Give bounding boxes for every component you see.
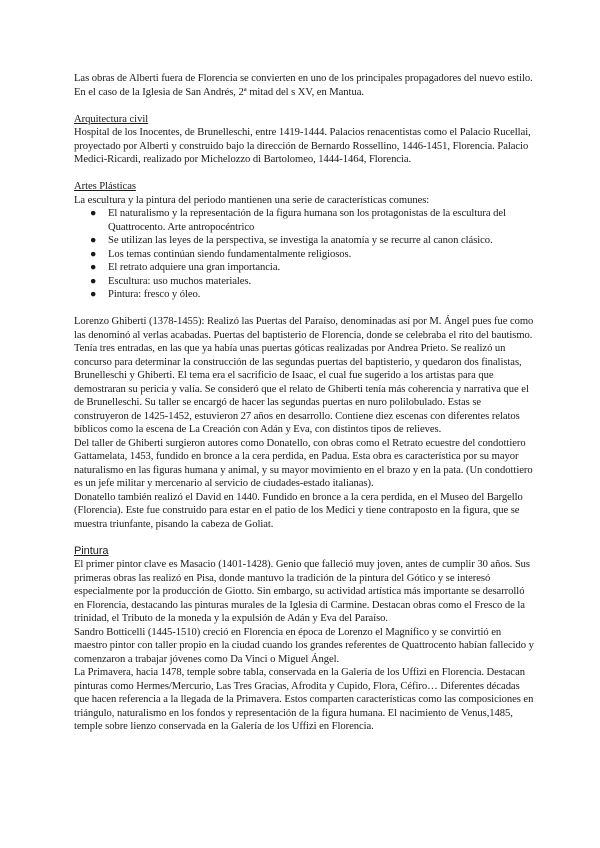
list-item-text: Se utilizan las leyes de la perspectiva, se investiga la anatomía y se recurre al canon clásico.	[108, 235, 493, 246]
list-item-text: El naturalismo y la representación de la figura humana son los protagonistas de la escultura del Quattrocento. Arte antropocéntrico	[108, 208, 506, 233]
list-item-text: El retrato adquiere una gran importancia.	[108, 262, 281, 273]
botticelli-paragraph: Sandro Botticelli (1445-1510) creció en Florencia en época de Lorenzo el Magnífico y se convirtió en maestro pintor con taller propio en la ciudad cuando los grandes referentes de Quattrocento habían fallecido y comenzaron a trabajar jóvenes como Da Vinci o Miguel Ángel.	[74, 626, 534, 665]
spacer	[74, 531, 536, 545]
arquitectura-paragraph: Hospital de los Inocentes, de Brunelleschi, entre 1419-1444. Palacios renacentistas como el Palacio Rucellai, proyectado por Alberti y construido bajo la dirección de Bernardo Rossellino, 1446-1451, Florencia. Palacio Medici-Ricardi, realizado por Michelozzo di Bartolomeo, 1444-1464, Florencia.	[74, 127, 531, 165]
list-item-text: Escultura: uso muchos materiales.	[108, 275, 252, 287]
list-item	[74, 261, 536, 275]
ghiberti-paragraph: Lorenzo Ghiberti (1378-1455): Realizó las Puertas del Paraíso, denominadas así por M. Ángel pues fue como las denominó al verlas acabadas. Puertas del baptisterio de Florencia, donde se celebraba el rito del bautismo. Tenía tres entradas, en las que ya había unas puertas góticas realizadas por Andrea Prieto. Se realizó un concurso para determinar la construcción de las segundas puertas del baptisterio, y quedaron dos finalistas, Brunelleschi y Ghiberti. El tema era el sacrificio de Isaac, el cual fue sugerido a los artistas para que demostraran su pericia y valía. Se consideró que el relato de Ghiberti tenía más coherencia y narrativa que el de Brunelleschi. Su taller se encargó de hacer las segundas puertas en nuro polilobulado. Estas se construyeron de 1425-1452, estuvieron 27 años en desarrollo. Contiene diez escenas con diferentes relatos bíblicos como la escena de La Creación con Adán y Eva, con distintos tipos de relieves.	[74, 316, 534, 435]
list-item-text: Pintura: fresco y óleo.	[108, 289, 201, 300]
intro-paragraph: Las obras de Alberti fuera de Florencia se convierten en uno de los principales propagadores del nuevo estilo. En el caso de la Iglesia de San Andrés, 2ª mitad del s XV, en Mantua.	[74, 73, 533, 98]
masacio-paragraph: El primer pintor clave es Masacio (1401-1428). Genio que falleció muy joven, antes de cumplir 30 años. Sus primeras obras las realizó en Pisa, donde mantuvo la tradición de la pintura del Gótico y se interesó especialmente por la producción de Giotto. Sin embargo, su actividad artística más importante se desarrolló en Florencia, destacando las pinturas murales de la Iglesia di Carmine. Destacan obras como el Fresco de la trinidad, el Tributo de la moneda y la expulsión de Adán y Eva del Paraíso.	[74, 559, 531, 624]
bullet-icon: ●	[90, 262, 97, 273]
bullet-icon: ●	[90, 235, 97, 246]
david-paragraph: Donatello también realizó el David en 1440. Fundido en bronce a la cera perdida, en el Museo del Bargello (Florencia). Este fue construido para estar en el patio de los Medici y tiene contraposto en la figura, que se muestra triunfante, pisando la cabeza de Goliat.	[74, 491, 523, 530]
artes-heading: Artes Plásticas	[74, 181, 136, 192]
list-item	[74, 288, 536, 302]
document-body	[74, 72, 536, 734]
characteristics-list	[74, 207, 536, 302]
spacer	[74, 167, 536, 181]
list-item	[74, 248, 536, 262]
bullet-icon: ●	[90, 208, 97, 219]
list-item	[74, 275, 536, 289]
primavera-paragraph: La Primavera, hacia 1478, temple sobre tabla, conservada en la Galería de los Uffizi en Florencia. Destacan pinturas como Hermes/Mercurio, Las Tres Gracias, Afrodita y Cupido, Flora, Céfiro… Diferentes décadas que hacen referencia a la llegada de la Primavera. Estos comparten características como las composiciones en triángulo, naturalismo en los fondos y representación de la figura humana. El nacimiento de Venus,1485, temple sobre lienzo conservada en la Galería de los Uffizi en Florencia.	[74, 667, 534, 732]
arquitectura-heading: Arquitectura civil	[74, 113, 149, 125]
list-item-text: Los temas continúan siendo fundamentalmente religiosos.	[108, 248, 352, 260]
list-item	[74, 207, 536, 234]
artes-intro: La escultura y la pintura del periodo mantienen una serie de características comunes:	[74, 194, 430, 206]
spacer	[74, 99, 536, 113]
list-item	[74, 234, 536, 248]
donatello-paragraph: Del taller de Ghiberti surgieron autores como Donatello, con obras como el Retrato ecuestre del condottiero Gattamelata, 1453, fundido en bronce a la cera perdida, en Padua. Esta obra es característica por su mayor naturalismo en las figuras humana y animal, y su mayor movimiento en el brazo y en la pata. (Un condottiero es un jefe militar y mercenario al servicio de ciudades-estado italianas).	[74, 437, 533, 489]
bullet-icon: ●	[90, 289, 97, 300]
bullet-icon: ●	[90, 248, 97, 260]
pintura-heading: Pintura	[74, 544, 109, 557]
spacer	[74, 302, 536, 316]
bullet-icon: ●	[90, 275, 97, 287]
